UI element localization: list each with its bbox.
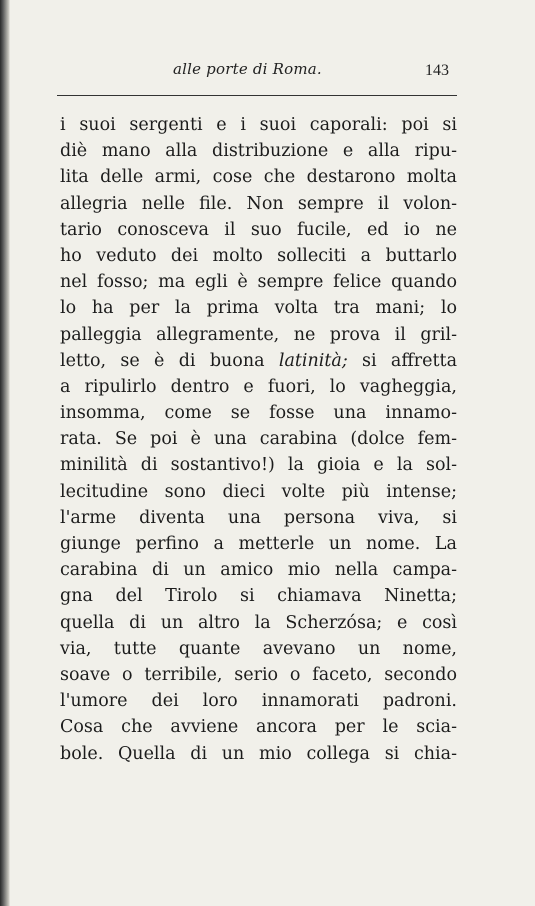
- running-title: alle porte di Roma.: [173, 60, 322, 78]
- text-line: [60, 295, 457, 321]
- text-line-segment: diè mano alla distribuzione e alla ripu-: [60, 141, 457, 162]
- text-line: [60, 741, 457, 767]
- text-line-segment: l'umore dei loro innamorati padroni.: [60, 691, 457, 712]
- text-line-segment: Cosa che avviene ancora per le scia-: [60, 717, 457, 738]
- text-line: [60, 348, 457, 374]
- text-line-segment: nel fosso; ma egli è sempre felice quando: [60, 272, 457, 293]
- text-line-segment: palleggia allegramente, ne prova il gril-: [60, 324, 457, 345]
- text-line-segment: quella di un altro la Scherzósa; e così: [60, 612, 457, 633]
- text-line: [60, 191, 457, 217]
- text-line-segment: via, tutte quante avevano un nome,: [60, 638, 457, 659]
- text-line-segment: giunge perfino a metterle un nome. La: [60, 534, 457, 554]
- text-line-segment: allegria nelle file. Non sempre il volon-: [60, 193, 457, 214]
- text-line: [60, 112, 457, 138]
- text-line-segment: letto, se è di buona: [60, 350, 279, 371]
- text-line-segment: lecitudine sono dieci volte più intense;: [60, 481, 457, 502]
- binding-shadow: [0, 0, 10, 906]
- text-line: [60, 217, 457, 243]
- text-line: [60, 426, 457, 452]
- text-line-segment: l'arme diventa una persona viva, si: [60, 507, 457, 528]
- text-line-segment: i suoi sergenti e i suoi caporali: poi si: [60, 115, 457, 135]
- text-line: [60, 374, 457, 400]
- text-line: [60, 479, 457, 505]
- text-line-segment: lo ha per la prima volta tra mani; lo: [60, 298, 457, 319]
- text-line: [60, 505, 457, 531]
- header-rule: [57, 95, 457, 96]
- text-line-segment: insomma, come se fosse una innamo-: [60, 403, 457, 424]
- text-line-emphasis: latinità;: [278, 350, 348, 371]
- text-line: [60, 662, 457, 688]
- text-line: [60, 322, 457, 348]
- text-line-segment: rata. Se poi è una carabina (dolce fem-: [60, 429, 457, 450]
- text-line: [60, 636, 457, 662]
- text-line: [60, 531, 457, 557]
- text-line-segment: si affretta: [347, 350, 458, 371]
- page-number: 143: [425, 62, 449, 79]
- text-line: [60, 400, 457, 426]
- text-line: [60, 583, 457, 609]
- text-line: [60, 164, 457, 190]
- text-line-segment: lita delle armi, cose che destarono molta: [60, 167, 457, 188]
- text-line-segment: minilità di sostantivo!) la gioia e la sol-: [60, 455, 457, 476]
- text-line-segment: a ripulirlo dentro e fuori, lo vagheggia,: [60, 376, 457, 397]
- text-line: [60, 269, 457, 295]
- text-line-segment: gna del Tirolo si chiamava Ninetta;: [60, 586, 457, 607]
- text-line: [60, 557, 457, 583]
- text-line: [60, 243, 457, 269]
- body-text: [60, 112, 457, 767]
- text-line-segment: tario conosceva il suo fucile, ed io ne: [60, 219, 457, 240]
- text-line-segment: carabina di un amico mio nella campa-: [60, 560, 457, 581]
- text-line: [60, 138, 457, 164]
- text-line-segment: soave o terribile, serio o faceto, secondo: [60, 664, 457, 685]
- text-line-segment: ho veduto dei molto solleciti a buttarlo: [60, 245, 457, 266]
- text-line: [60, 452, 457, 478]
- text-line: [60, 688, 457, 714]
- text-line: [60, 714, 457, 740]
- text-line: [60, 610, 457, 636]
- text-line-segment: bole. Quella di un mio collega si chia-: [60, 743, 457, 764]
